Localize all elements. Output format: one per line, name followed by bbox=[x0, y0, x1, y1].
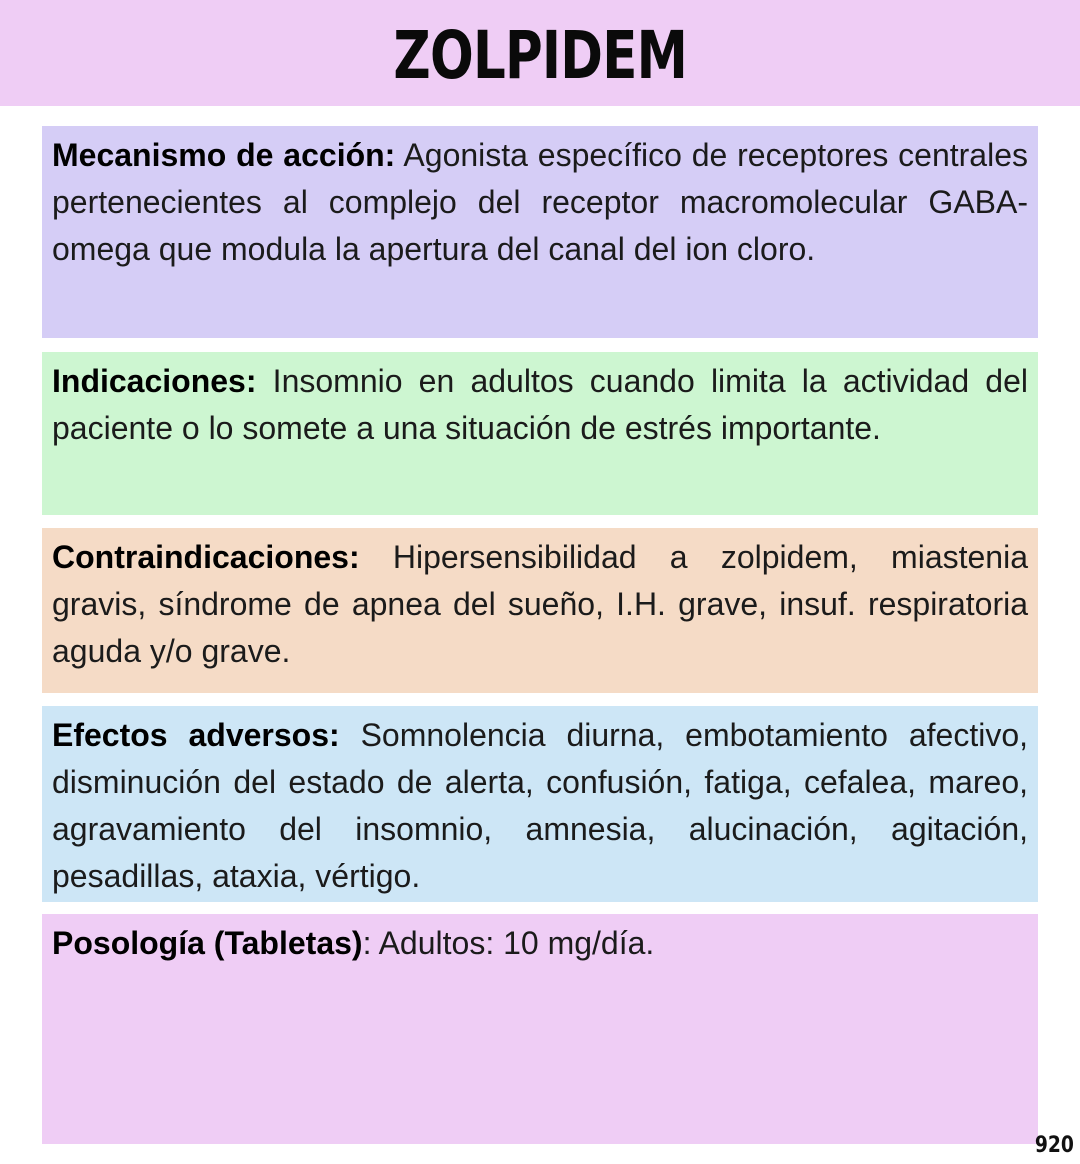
posologia-text: Adultos: 10 mg/día. bbox=[378, 925, 655, 961]
indicaciones-text: Insomnio en adultos cuando limita la actividad del paciente o lo somete a una situación de estrés importante. bbox=[52, 363, 1029, 446]
section-posologia bbox=[42, 914, 1038, 1144]
indicaciones-label: Indicaciones: bbox=[52, 363, 257, 399]
posologia-label: Posología (Tabletas) bbox=[52, 925, 363, 961]
contraindicaciones-text: Hipersensibilidad a zolpidem, miastenia gravis, síndrome de apnea del sueño, I.H. grave, insuf. respiratoria aguda y/o grave. bbox=[52, 539, 1028, 669]
section-efectos-adversos bbox=[42, 706, 1038, 902]
title-bar bbox=[0, 0, 1080, 106]
section-indicaciones bbox=[42, 352, 1038, 515]
section-mecanismo bbox=[42, 126, 1038, 338]
mecanismo-label: Mecanismo de acción: bbox=[52, 137, 396, 173]
page-title: ZOLPIDEM bbox=[393, 16, 687, 94]
efectos-text: Somnolencia diurna, embotamiento afectivo, disminución del estado de alerta, confusión, fatiga, cefalea, mareo, agravamiento del insomnio, amnesia, alucinación, agitación, pesadillas, ataxia, vértigo. bbox=[52, 717, 1029, 894]
section-contraindicaciones bbox=[42, 528, 1038, 693]
posologia-separator: : bbox=[362, 925, 372, 961]
efectos-label: Efectos adversos: bbox=[52, 717, 340, 753]
mecanismo-text: Agonista específico de receptores centrales pertenecientes al complejo del receptor macromolecular GABA-omega que modula la apertura del canal del ion cloro. bbox=[52, 137, 1029, 267]
page-number: 920 bbox=[1034, 1133, 1074, 1158]
contraindicaciones-label: Contraindicaciones: bbox=[52, 539, 360, 575]
